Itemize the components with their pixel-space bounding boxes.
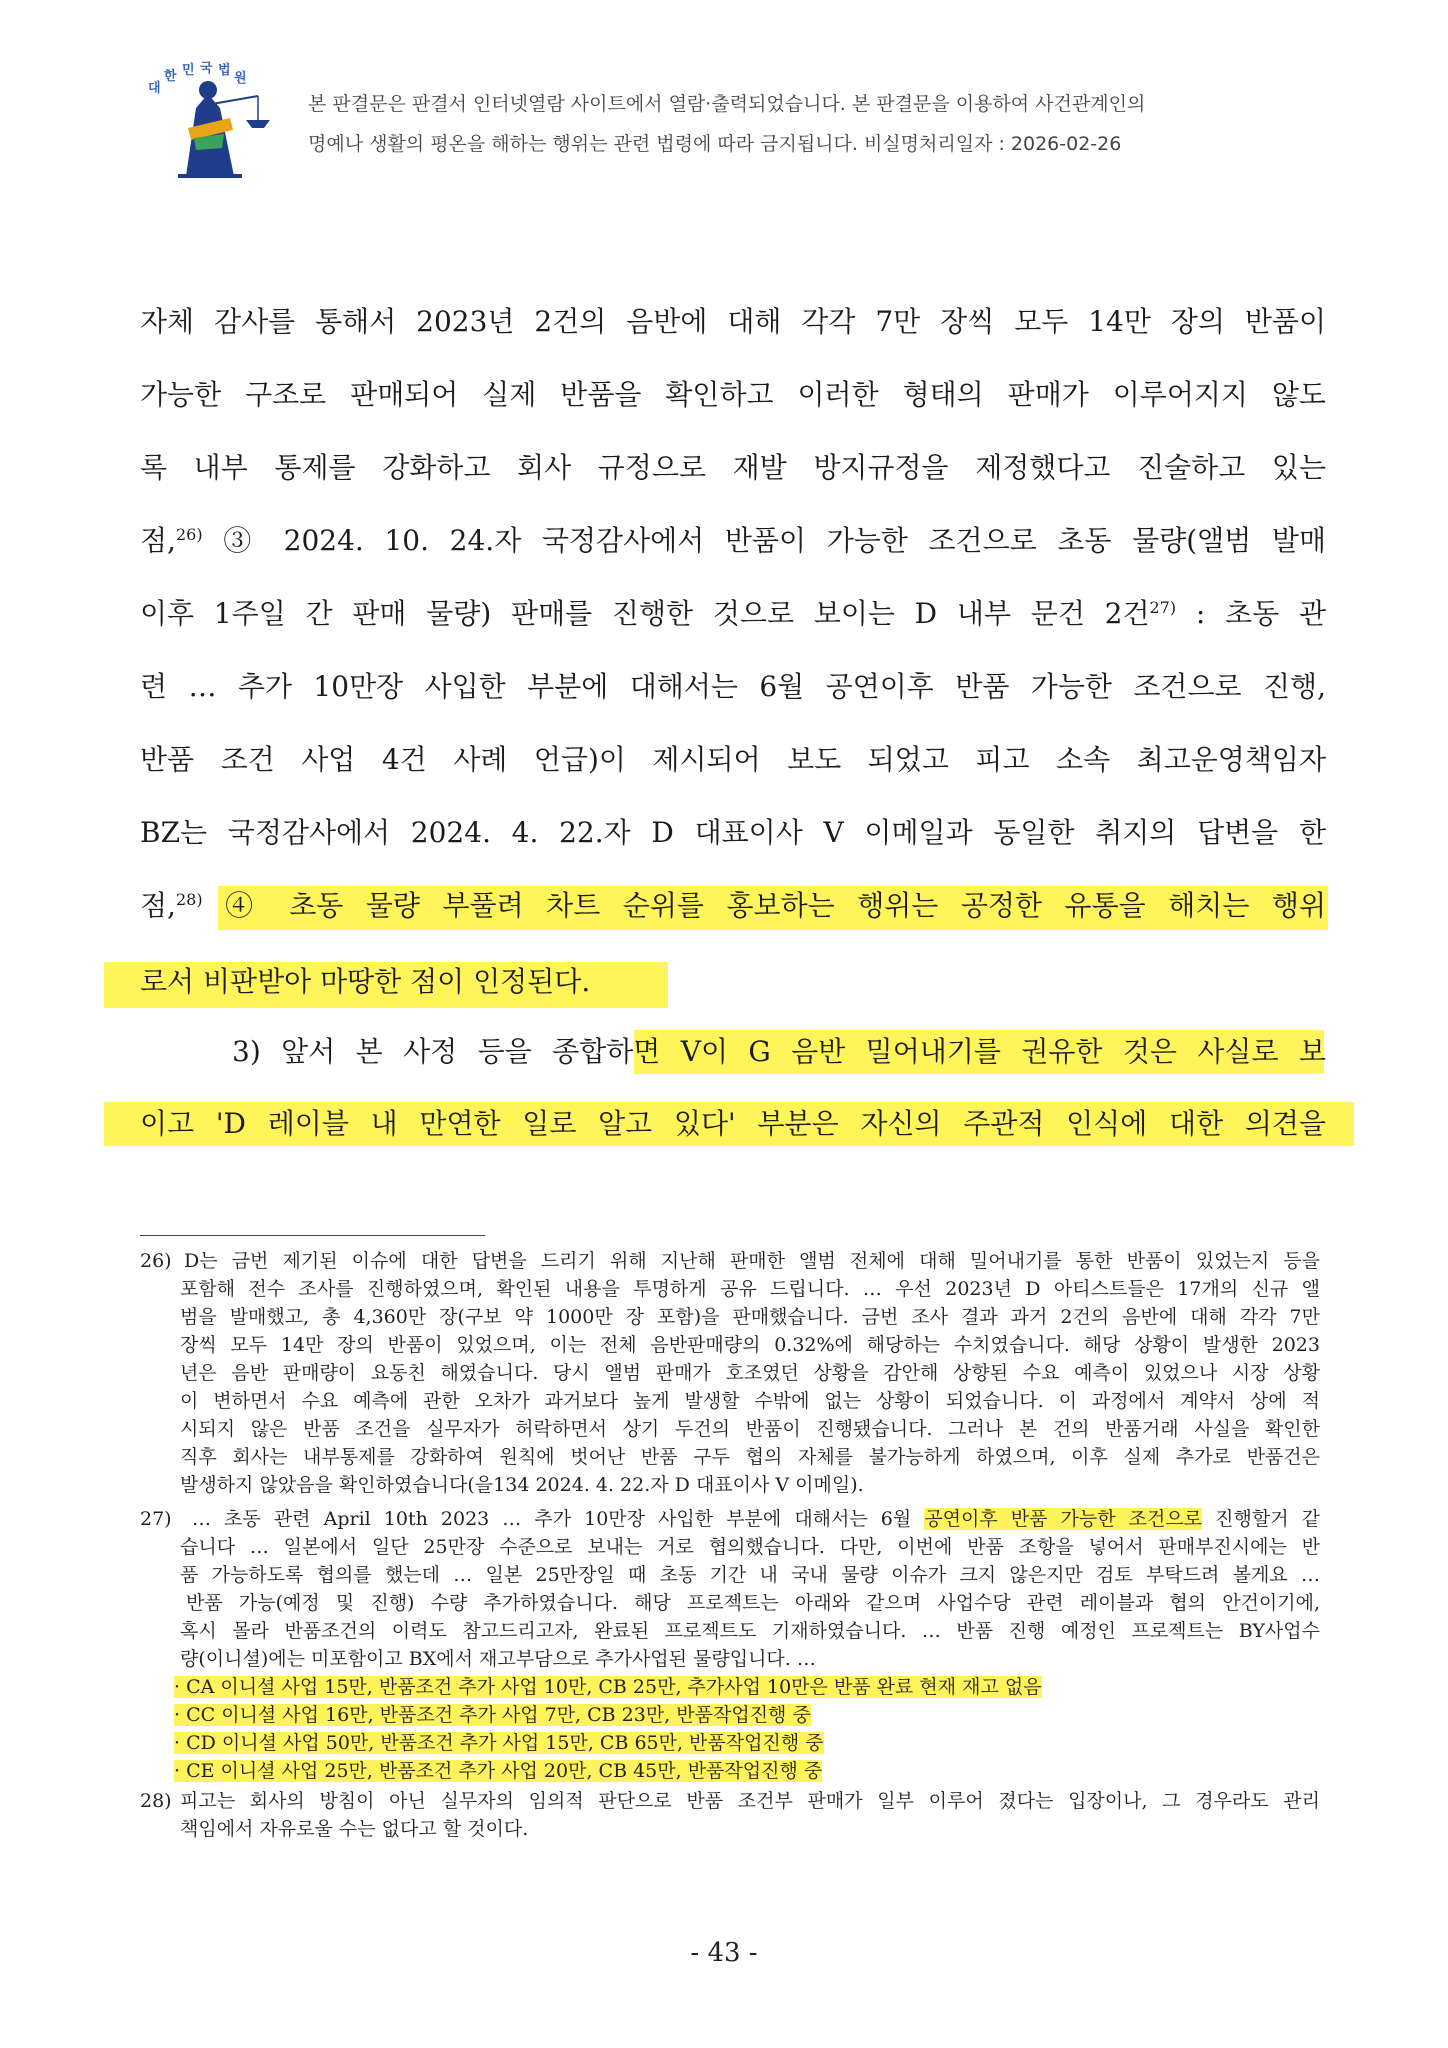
page-number: - 43 - — [690, 1938, 758, 1968]
footnote-line: 발생하지 않았음을 확인하였습니다(을134 2024. 4. 22.자 D 대표이사 V 이메일). — [180, 1474, 864, 1496]
text-run: ④ 초동 물량 부풀려 차트 순위를 홍보하는 행위는 공정한 유통을 해치는 행위 — [202, 889, 1326, 922]
svg-text:한: 한 — [164, 69, 177, 84]
footnote-line: 범을 발매했고, 총 4,360만 장(구보 약 1000만 장 포함)을 판매했습니다. 금번 조사 결과 과거 2건의 음반에 대해 각각 7만 — [180, 1306, 1320, 1328]
footnote-line — [174, 1758, 822, 1785]
footnote-line — [174, 1674, 1042, 1701]
text-run: 점, — [140, 889, 176, 922]
highlighted-text: · CC 이니셜 사업 16만, 반품조건 추가 사업 7만, CB 23만, 반품작업진행 중 — [174, 1704, 811, 1726]
footnote-line: 시되지 않은 반품 조건을 실무자가 허락하면서 상기 두건의 반품이 진행됐습니다. 그러나 본 건의 반품거래 사실을 확인한 — [180, 1418, 1320, 1440]
notice-line-2: 명예나 생활의 평온을 해하는 행위는 관련 법령에 따라 금지됩니다. 비실명처리일자 : 2026-02-26 — [308, 133, 1122, 155]
body-line: 록 내부 통제를 강화하고 회사 규정으로 재발 방지규정을 제정했다고 진술하고 있는 — [140, 451, 1326, 484]
body-line: 련 … 추가 10만장 사입한 부분에 대해서는 6월 공연이후 반품 가능한 조건으로 진행, — [140, 670, 1326, 703]
footnote-line: 혹시 몰라 반품조건의 이력도 참고드리고자, 완료된 프로젝트도 기재하였습니다. … 반품 진행 예정인 프로젝트는 BY사업수 — [180, 1620, 1320, 1642]
footnote-line: 직후 회사는 내부통제를 강화하여 원칙에 벗어난 반품 구두 협의 자체를 불가능하게 하였으며, 이후 실제 추가로 반품건은 — [180, 1446, 1320, 1468]
highlighted-text: · CE 이니셜 사업 25만, 반품조건 추가 사업 20만, CB 45만, 반품작업진행 중 — [174, 1760, 823, 1782]
footnote-line — [174, 1730, 824, 1757]
footnote-line: 반품 가능(예정 및 진행) 수량 추가하였습니다. 해당 프로젝트는 아래와 같으며 사업수당 관련 레이블과 협의 안건이기에, — [186, 1592, 1320, 1614]
page-header — [128, 48, 1348, 188]
footnote-ref: 27) — [1149, 598, 1177, 617]
body-line: 자체 감사를 통해서 2023년 2건의 음반에 대해 각각 7만 장씩 모두 14만 장의 반품이 — [140, 305, 1326, 338]
body-line: 가능한 구조로 판매되어 실제 반품을 확인하고 이러한 형태의 판매가 이루어지지 않도 — [140, 378, 1326, 411]
text-run: V이 G 음반 밀어내기를 권유한 것은 사실로 보 — [660, 1035, 1326, 1068]
svg-text:국: 국 — [200, 61, 213, 76]
footnote-line: 장씩 모두 14만 장의 반품이 있었으며, 이는 전체 음반판매량의 0.32%에 해당하는 수치였습니다. 해당 상황이 발생한 2023 — [180, 1334, 1320, 1356]
text-run: 3) 앞서 본 사정 등을 종합하면 — [232, 1035, 661, 1068]
body-line — [232, 1032, 1326, 1072]
footnote-line: 습니다 … 일본에서 일단 25만장 수준으로 보내는 거로 협의했습니다. 다만, 이번에 반품 조항을 넣어서 판매부진시에는 반 — [180, 1536, 1320, 1558]
footnote-line: 책임에서 자유로울 수는 없다고 할 것이다. — [180, 1818, 529, 1840]
footnote-line — [192, 1506, 1320, 1533]
footnote-line: 포함해 전수 조사를 진행하였으며, 확인된 내용을 투명하게 공유 드립니다. … 우선 2023년 D 아티스트들은 17개의 신규 앨 — [180, 1278, 1320, 1300]
text-run: 점, — [140, 524, 176, 557]
footnote-line: D는 금번 제기된 이슈에 대한 답변을 드리기 위해 지난해 판매한 앨범 전체에 대해 밀어내기를 통한 반품이 있었는지 등을 — [184, 1250, 1320, 1272]
footnote-ref: 28) — [175, 890, 203, 909]
text-run: ③ 2024. 10. 24.자 국정감사에서 반품이 가능한 조건으로 초동 물량(앨범 발매 — [202, 524, 1326, 557]
text-run: : 초동 관 — [1176, 597, 1326, 630]
body-line: BZ는 국정감사에서 2024. 4. 22.자 D 대표이사 V 이메일과 동일한 취지의 답변을 한 — [140, 816, 1326, 849]
highlighted-text: · CD 이니셜 사업 50만, 반품조건 추가 사업 15만, CB 65만, 반품작업진행 중 — [174, 1732, 824, 1754]
notice-line-1: 본 판결문은 판결서 인터넷열람 사이트에서 열람·출력되었습니다. 본 판결문을 이용하여 사건관계인의 — [308, 93, 1146, 115]
svg-text:대: 대 — [148, 81, 161, 96]
footnote-line — [174, 1702, 811, 1729]
body-line: 이고 'D 레이블 내 만연한 일로 알고 있다' 부분은 자신의 주관적 인식에 대한 의견을 — [140, 1107, 1326, 1140]
footnote-number: 27) — [140, 1508, 172, 1530]
footnote-line: 량(이니셜)에는 미포함이고 BX에서 재고부담으로 추가사업된 물량입니다. … — [180, 1648, 816, 1670]
svg-text:민: 민 — [182, 63, 195, 78]
footnote-line: 년은 음반 판매량이 요동친 해였습니다. 당시 앨범 판매가 호조였던 상황을 감안해 상향된 수요 예측이 있었으나 시장 상황 — [180, 1362, 1320, 1384]
footnote-line: 이 변하면서 수요 예측에 관한 오차가 과거보다 높게 발생할 수밖에 없는 상황이 되었습니다. 이 과정에서 계약서 상에 적 — [180, 1390, 1320, 1412]
highlighted-text: 공연이후 반품 가능한 조건으로 — [924, 1508, 1203, 1530]
text-run: … 초동 관련 April 10th 2023 … 추가 10만장 사입한 부분에 대해서는 6월 — [192, 1508, 925, 1530]
text-run: 이후 1주일 간 판매 물량) 판매를 진행한 것으로 보이는 D 내부 문건 2건 — [140, 597, 1150, 630]
usage-notice — [308, 84, 1368, 164]
body-line — [140, 521, 1326, 561]
text-run: 진행할거 같 — [1202, 1508, 1321, 1530]
footnote-number: 28) — [140, 1790, 172, 1812]
svg-text:법: 법 — [218, 63, 231, 78]
body-line: 로서 비판받아 마땅한 점이 인정된다. — [140, 965, 591, 998]
highlighted-text: · CA 이니셜 사업 15만, 반품조건 추가 사업 10만, CB 25만, 추가사업 10만은 반품 완료 현재 재고 없음 — [174, 1676, 1042, 1698]
svg-text:원: 원 — [234, 71, 247, 86]
footnote-divider — [140, 1235, 485, 1236]
body-line — [140, 594, 1326, 634]
body-line: 반품 조건 사업 4건 사례 언급)이 제시되어 보도 되었고 피고 소속 최고운영책임자 — [140, 743, 1326, 776]
footnote-ref: 26) — [175, 525, 203, 544]
footnote-line: 품 가능하도록 협의를 했는데 … 일본 25만장일 때 초동 기간 내 국내 물량 이슈가 크지 않은지만 검토 부탁드려 볼게요 … — [180, 1564, 1320, 1586]
body-line — [140, 886, 1326, 926]
court-logo-icon — [138, 58, 288, 188]
footnote-number: 26) — [140, 1250, 172, 1272]
footnote-line: 피고는 회사의 방침이 아닌 실무자의 임의적 판단으로 반품 조건부 판매가 일부 이루어 졌다는 입장이나, 그 경우라도 관리 — [180, 1790, 1320, 1812]
